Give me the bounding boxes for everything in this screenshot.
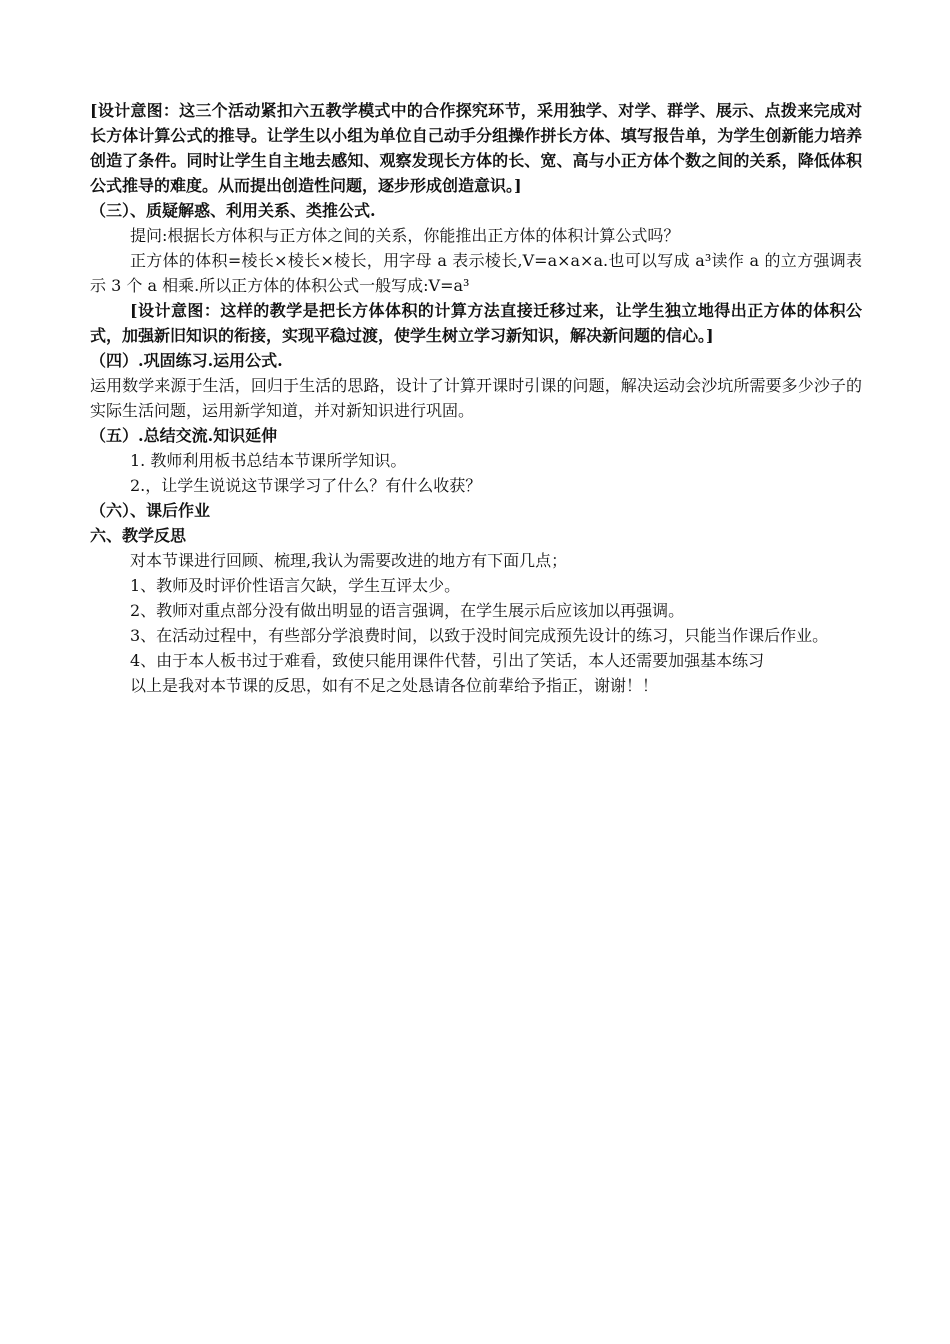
summary-item-2: 2.，让学生说说这节课学习了什么？有什么收获？ [130, 476, 482, 495]
section-heading-6: （六）、课后作业 [90, 501, 211, 520]
practice-paragraph: 运用数学来源于生活，回归于生活的思路，设计了计算开课时引课的问题，解决运动会沙坑所需要多少沙子的实际生活问题，运用新学知道，并对新知识进行巩固。 [90, 376, 862, 420]
reflection-item-4: 4、由于本人板书过于难看，致使只能用课件代替，引出了笑话，本人还需要加强基本练习 [130, 651, 765, 670]
reflection-heading: 六、教学反思 [90, 526, 187, 545]
reflection-intro: 对本节课进行回顾、梳理,我认为需要改进的地方有下面几点； [130, 551, 568, 570]
section-heading-3: （三）、质疑解惑、利用关系、类推公式. [90, 201, 376, 220]
document-page [90, 98, 862, 698]
reflection-item-3: 3、在活动过程中，有些部分学浪费时间，以致于没时间完成预先设计的练习，只能当作课后作业。 [130, 626, 829, 645]
cube-volume-paragraph: 正方体的体积=棱长×棱长×棱长，用字母 a 表示棱长,V=a×a×a.也可以写成 a³读作 a 的立方强调表示 3 个 a 相乘.所以正方体的体积公式一般写成:V=a³ [90, 251, 862, 295]
section-heading-5: （五）.总结交流.知识延伸 [90, 426, 278, 445]
reflection-item-2: 2、教师对重点部分没有做出明显的语言强调，在学生展示后应该加以再强调。 [130, 601, 685, 620]
summary-item-1: 1. 教师利用板书总结本节课所学知识。 [130, 451, 407, 470]
reflection-item-1: 1、教师及时评价性语言欠缺，学生互评太少。 [130, 576, 461, 595]
design-intent-paragraph-1: [设计意图：这三个活动紧扣六五教学模式中的合作探究环节，采用独学、对学、群学、展示、点拨来完成对长方体计算公式的推导。让学生以小组为单位自己动手分组操作拼长方体、填写报告单，为学生创新能力培养创造了条件。同时让学生自主地去感知、观察发现长方体的长、宽、高与小正方体个数之间的关系，降低体积公式推导的难度。从而提出创造性问题，逐步形成创造意识。] [90, 101, 862, 195]
question-paragraph: 提问:根据长方体积与正方体之间的关系，你能推出正方体的体积计算公式吗？ [130, 226, 680, 245]
design-intent-paragraph-2: [设计意图：这样的教学是把长方体体积的计算方法直接迁移过来，让学生独立地得出正方体的体积公式，加强新旧知识的衔接，实现平稳过渡，使学生树立学习新知识，解决新问题的信心。] [90, 301, 862, 345]
reflection-closing: 以上是我对本节课的反思，如有不足之处恳请各位前辈给予指正，谢谢！！ [130, 676, 659, 695]
section-heading-4: （四）.巩固练习.运用公式. [90, 351, 283, 370]
